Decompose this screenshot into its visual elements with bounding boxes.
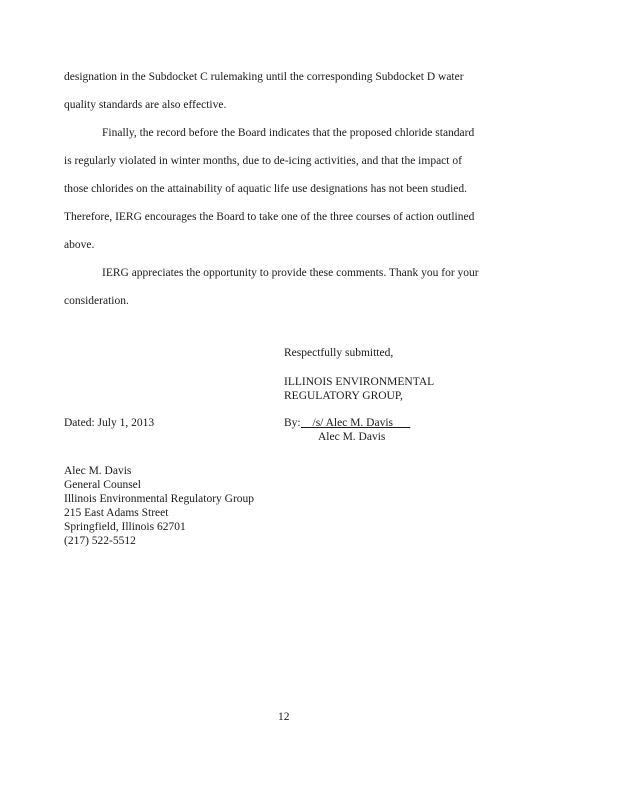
address-phone: (217) 522-5512 [64, 535, 136, 547]
address-title: General Counsel [64, 479, 141, 491]
by-label: By: [284, 417, 301, 429]
address-organization: Illinois Environmental Regulatory Group [64, 493, 255, 505]
body-line: Finally, the record before the Board indicates that the proposed chloride standard [102, 127, 475, 139]
body-line: those chlorides on the attainability of aquatic life use designations has not been studied. [64, 183, 468, 195]
body-line: is regularly violated in winter months, due to de-icing activities, and that the impact of [64, 155, 462, 167]
body-line: consideration. [64, 295, 129, 307]
organization-name-line2: REGULATORY GROUP, [284, 390, 403, 402]
body-line: designation in the Subdocket C rulemaking until the corresponding Subdocket D water [64, 71, 464, 83]
address-city: Springfield, Illinois 62701 [64, 521, 186, 533]
signer-name: Alec M. Davis [318, 431, 386, 443]
body-line: above. [64, 239, 95, 251]
organization-name-line1: ILLINOIS ENVIRONMENTAL [284, 376, 435, 388]
closing-salutation: Respectfully submitted, [284, 347, 394, 359]
signature-line: /s/ Alec M. Davis [301, 417, 411, 429]
page-number: 12 [278, 711, 290, 723]
address-name: Alec M. Davis [64, 465, 132, 477]
dated-line: Dated: July 1, 2013 [64, 417, 155, 429]
address-street: 215 East Adams Street [64, 507, 169, 519]
body-line: IERG appreciates the opportunity to provide these comments. Thank you for your [102, 267, 479, 279]
body-line: quality standards are also effective. [64, 99, 227, 111]
body-line: Therefore, IERG encourages the Board to take one of the three courses of action outlined [64, 211, 475, 223]
